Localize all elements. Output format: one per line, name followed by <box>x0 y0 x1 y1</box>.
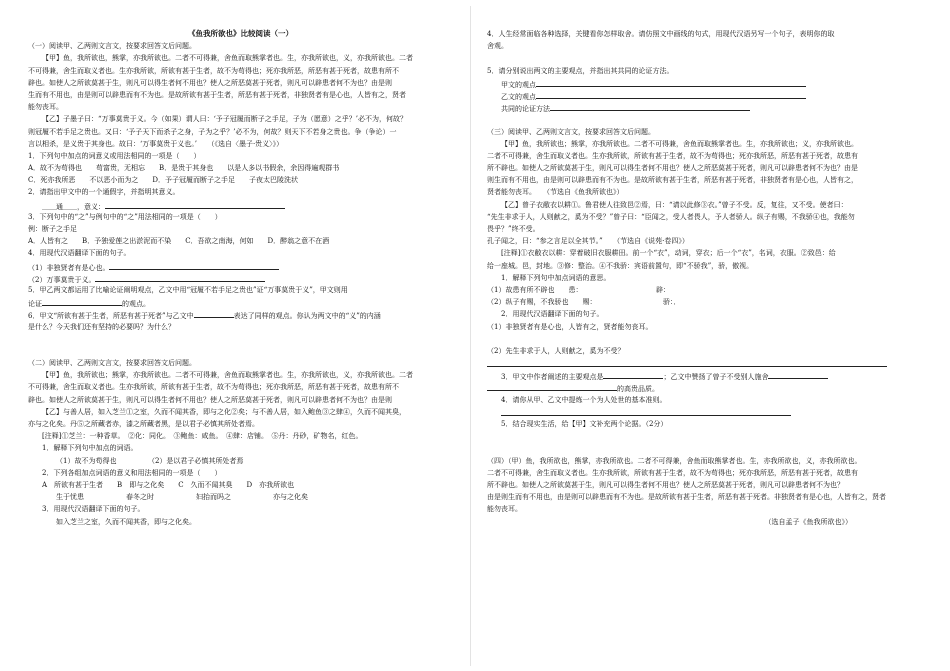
question-5: 5．请分别说出两文的主要观点，并指出其共同的论证方法。 <box>487 66 674 75</box>
section-3-question-1: 1．解释下列句中加点词语的意思。 <box>501 273 611 282</box>
question-5-continued[interactable] <box>28 296 453 308</box>
passage-jia-line: 所不辟也。如使人之所欲莫甚于生，则凡可以得生者何不用也？使人之所恶莫甚于死者，则凡可以辟患者何不为也？由是 <box>487 164 858 173</box>
passage-jia-line: 辟也。如使人之所欲莫甚于生，则凡可以得生者何不用也？使人之所恶莫甚于死者，则凡可以辟患者何不为也？由是则 <box>28 395 392 404</box>
question-5-suffix: 的观点。 <box>122 300 150 309</box>
answer-line[interactable] <box>109 260 279 270</box>
passage-yi-line: 畏乎？”终不受。 <box>487 225 540 233</box>
section-3-question-2-item: （2）先生非求于人，人则献之，奚为不受？ <box>487 346 625 355</box>
question-3: 3．下列句中的“之”与例句中的“之”用法相同的一项是（ ） <box>28 212 222 221</box>
answer-line-row[interactable] <box>487 406 912 418</box>
section-1-intro: （一）阅读甲、乙两则文言文，按要求回答文后问题。 <box>28 42 196 51</box>
question-4-item-label: （1）非独贤者有是心也。 <box>28 263 110 272</box>
answer-line[interactable] <box>105 199 285 209</box>
passage-jia-line: 贤者能勿丧耳。 （节选自《鱼我所欲也》） <box>487 188 624 197</box>
passage-yi-line: 【乙】子墨子曰：“万事莫贵于义。今（如果）谓人曰：‘予子冠履而断子之手足，子为（愿意）之乎？’必不为，何故？ <box>42 115 408 124</box>
question-4-continued: 舍观。 <box>487 42 508 51</box>
annotation-note: [注释]①衣敝衣以耕：穿着破旧衣服耕田。前一个“衣”，动词，穿衣；后一个“衣”，名词，衣服。②致邑：给 <box>501 249 836 258</box>
passage-yi-line: 则冠履不若手足之贵也。又曰：‘予子天下而杀子之身，子为之乎？’必不为，何故？则天下不若身之贵也。争（争论）一 <box>28 127 397 136</box>
question-6-continued: 是什么？今天我们还有坚持的必要吗？为什么？ <box>28 322 175 331</box>
passage-yi-line: “先生非求于人，人则献之，奚为不受？”曾子曰：“臣闻之，受人者畏人，予人者骄人。纵子有赐，不我骄④也，我能勿 <box>487 212 855 221</box>
section-4-line: （四）（甲）鱼，我所欲也，熊掌，亦我所欲也。二者不可得兼，舍鱼而取熊掌者也。生，亦我所欲也，义，亦我所欲也。 <box>487 456 862 465</box>
section-3-question-2: 2．用现代汉语翻译下面的句子。 <box>501 310 604 319</box>
passage-yi-line: 【乙】与善人居，如入芝兰①之室，久而不闻其香，即与之化②矣；与不善人居，如入鲍鱼③之肆④，久而不闻其臭， <box>42 407 406 416</box>
question-4: 4．人生经常面临各种选择，关键看你怎样取舍。请仿照文中画线的句式，用现代汉语另写一个句子，表明你的取 <box>487 30 835 38</box>
spacer <box>487 113 912 125</box>
section-3-question-2-item: （1）非独贤者有是心也，人皆有之，贤者能勿丧耳。 <box>487 322 653 331</box>
question-5-jia[interactable] <box>487 77 912 89</box>
question-4-item[interactable] <box>28 260 453 272</box>
question-6-prefix: 6．甲文“所欲有甚于生者，所恶有甚于死者”与乙文中 <box>28 312 194 321</box>
question-2: 2．请指出甲文中的一个通假字，并指明其意义。 <box>28 188 180 197</box>
annotation-note: 给一座城。邑，封地。③修：整治。④不我骄：宾语前置句，即“不骄我”，骄，傲视。 <box>487 261 754 270</box>
section-2-question-2-options: 生于忧患 春冬之时 妇抬而吗之 亦与之化矣 <box>56 493 308 502</box>
spacer <box>487 333 912 345</box>
section-2-question-2: 2．下列各组加点词语的意义和用法相同的一项是（ ） <box>42 468 222 477</box>
spacer <box>28 333 453 345</box>
spacer <box>487 442 912 454</box>
section-2-question-1: 1．解释下列句中加点的词语。 <box>42 444 138 453</box>
spacer <box>28 345 453 357</box>
worksheet-title: 《鱼我所欲也》比较阅读（一） <box>188 29 293 38</box>
right-column <box>487 28 912 528</box>
passage-jia-line: 辟也。如使人之所欲莫甚于生，则凡可以得生者何不用也？使人之所恶莫甚于死者，则凡可以辟患者何不为也？由是则 <box>28 78 392 87</box>
answer-line[interactable] <box>536 77 806 87</box>
passage-yi-line: 亦与之化矣。丹⑤之所藏者赤，漆之所藏者黑，是以君子必慎其所处者焉。 <box>28 420 259 428</box>
left-column <box>28 28 453 528</box>
section-2-question-1-items: （1）故不为苟得也 （2）是以君子必慎其所处者焉 <box>56 456 244 465</box>
section-3-question-1-item: （2）纵子有赐，不我骄也 赐： 骄：． <box>487 298 681 307</box>
passage-yi-line: 言以相杀，是义贵于其身也。故曰：‘万事莫贵于义也。’ （《选自〈墨子·贵义〉》） <box>28 139 284 148</box>
question-4-item-label: （2）万事莫贵于义。 <box>28 275 96 284</box>
section-2-question-2-options: A 所欲有甚于生者 B 即与之化矣 C 久而不闻其臭 D 亦我所欲也 <box>42 480 295 489</box>
question-1-option: C．死亦我所恶 不以恶小而为之 D．予子冠履而断子之手足 子夜太巴陵洗状 <box>28 176 298 185</box>
answer-line[interactable] <box>550 101 750 111</box>
section-4-line: 由是则生而有不用也，由是则可以辟患而有不为也。是故所欲有甚于生者，所恶有甚于死者。非独贤者有是心也，人皆有之，贤者 <box>487 493 886 502</box>
question-4: 4．用现代汉语翻译下面的句子。 <box>28 249 131 258</box>
answer-line[interactable] <box>194 308 234 318</box>
passage-jia-line: 不可得兼，舍生而取义者也。生亦我所欲，所欲有甚于生者，故不为苟得也；死亦我所恶，所恶有甚于死者，故患有所不 <box>28 66 399 75</box>
answer-line[interactable] <box>487 357 887 367</box>
passage-jia-line: 【甲】鱼，我所欲也，熊掌，亦我所欲也。二者不可得兼，舍鱼而取熊掌者也。生，亦我所欲也，义，亦我所欲也。二者 <box>42 54 413 63</box>
question-6-suffix: 表达了同样的观点。你认为两文中的“义”的内涵 <box>233 312 381 321</box>
question-2-blank[interactable] <box>28 199 453 211</box>
answer-line-row[interactable] <box>487 357 912 369</box>
question-3-options: A．人皆有之 B．予独爱莲之出淤泥而不染 C．吾欲之南海，何如 D．醉翁之意不在酒 <box>28 237 330 246</box>
section-2-question-3: 3．用现代汉语翻译下面的句子。 <box>42 505 145 514</box>
answer-line[interactable] <box>487 381 617 391</box>
passage-jia-line: 生而有不用也，由是则可以辟患而有不为也。是故所欲有甚于生者，所恶有甚于死者，非独贤者有是心也，人皆有之，贤者 <box>28 90 406 99</box>
question-5: 5．甲乙两文都运用了比喻论证阐明观点，乙文中用“冠履不若手足之贵也”证“万事莫贵于义”，甲文则用 <box>28 285 348 294</box>
section-4-line: 能勿丧耳。 <box>487 505 522 514</box>
section-3-question-3-continued[interactable] <box>487 381 912 393</box>
passage-jia-line: 二者不可得兼，舍生而取义者也。生亦我所欲，所欲有甚于生者，故不为苟得也；死亦我所恶，所恶有甚于死者，故患有 <box>487 151 858 160</box>
question-5-method[interactable] <box>487 101 912 113</box>
spacer <box>487 52 912 64</box>
section-3-intro: （三）阅读甲、乙两则文言文，按要求回答文后问题。 <box>487 127 655 136</box>
section-2-question-3-item: 如入芝兰之室，久而不闻其香，即与之化矣。 <box>56 517 196 526</box>
question-5-yi[interactable] <box>487 89 912 101</box>
section-4-source: （选自孟子《鱼我所欲也》） <box>764 517 852 526</box>
passage-yi-line: 【乙】曾子衣敝衣以耕①。鲁君使人往致邑②焉，曰：“请以此修③衣。”曾子不受。反，复往，又不受。使者曰： <box>501 200 848 209</box>
question-5-method-label: 共同的论证方法 <box>501 105 550 114</box>
question-6[interactable] <box>28 308 453 320</box>
section-3-question-3[interactable] <box>487 369 912 381</box>
passage-jia-line: 【甲】鱼，我所欲也；熊掌，亦我所欲也。二者不可得兼，舍鱼而取熊掌者也。生，亦我所欲也，义，亦我所欲也。二者 <box>42 371 413 380</box>
answer-line[interactable] <box>42 296 122 306</box>
section-4-line: 二者不可得兼，舍生而取义者也。生亦我所欲，所欲有甚于生者，故不为苟得也；死亦我所恶，所恶有甚于死者，故患有 <box>487 468 858 477</box>
annotation-note: [注释]①芝兰：一种香草。 ②化：同化。 ③鲍鱼：咸鱼。 ④肆：店铺。 ⑤丹：丹砂，矿物名，红色。 <box>42 432 363 441</box>
answer-line[interactable] <box>768 369 828 379</box>
question-4-item[interactable] <box>28 272 453 284</box>
passage-jia-line: 不可得兼，舍生而取义者也。生亦我所欲，所欲有甚于生者，故不为苟得也；死亦我所恶，所恶有甚于死者，故患有所不 <box>28 383 399 392</box>
answer-line[interactable] <box>501 406 791 416</box>
section-3-question-3-middle: ；乙文中赞扬了曾子不受别人施舍 <box>663 373 769 382</box>
passage-jia-line: 则生而有不用也，由是则可以辟患而有不为也。是故所欲有甚于生者，所恶有甚于死者，非独贤者有是心也，人皆有之， <box>487 176 858 185</box>
question-2-blank-label: ＿＿通＿＿，意义： <box>42 202 105 211</box>
question-5-jia-label: 甲文的观点 <box>501 80 536 89</box>
section-2-intro: （二）阅读甲、乙两则文言文，按要求回答文后问题。 <box>28 359 196 368</box>
question-5-prefix: 论证 <box>28 300 42 309</box>
spacer <box>487 430 912 442</box>
section-4-line: 所不辟也。如使人之所欲莫甚于生，则凡可以得生者何不用也？使人之所恶莫甚于死者，则凡可以辟患者何不为也？ <box>487 480 844 489</box>
question-3-example: 例：断子之手足 <box>28 225 77 233</box>
section-3-question-4: 4．请你从甲、乙文中提炼一个为人处世的基本准则。 <box>501 395 667 404</box>
section-3-question-3-prefix: 3．甲文中作者阐述的主要观点是 <box>501 373 604 382</box>
section-3-question-3-suffix: 的高贵品质。 <box>617 385 659 394</box>
passage-jia-line: 【甲】鱼，我所欲也；熊掌，亦我所欲也。二者不可得兼，舍鱼而取熊掌者也。生，亦我所欲也；义，亦我所欲也。 <box>501 139 858 148</box>
question-5-yi-label: 乙文的观点 <box>501 92 536 101</box>
section-3-question-5: 5．结合现实生活，给【甲】文补充两个论据。（2分） <box>501 420 668 428</box>
question-1-option: A．故不为苟得也 苟富贵，无相忘 B．是贵于其身也 以是人多以书假余，余因得遍观群书 <box>28 164 340 173</box>
answer-line[interactable] <box>95 272 265 282</box>
passage-jia-line: 能勿丧耳。 <box>28 103 63 112</box>
answer-line[interactable] <box>603 369 663 379</box>
answer-line[interactable] <box>536 89 806 99</box>
column-divider <box>470 6 471 666</box>
passage-yi-ending: 孔子闻之，曰：“参之言足以全其节。” （节选自《说苑·卷四》） <box>487 237 689 246</box>
question-1: 1．下列句中加点的词意义或用法相同的一项是（ ） <box>28 151 201 160</box>
section-3-question-1-item: （1）故患有所不辟也 患： 辟： <box>487 285 670 294</box>
